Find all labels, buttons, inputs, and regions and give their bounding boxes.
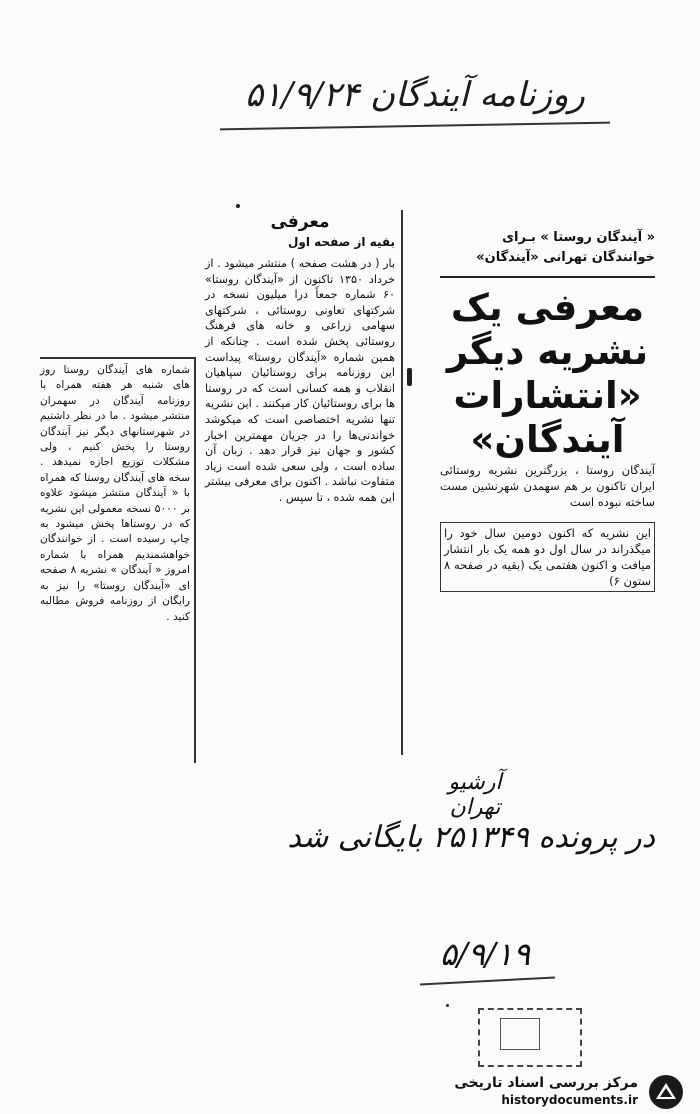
archive-logo-icon <box>646 1073 686 1111</box>
handwritten-date: ۵/۹/۱۹ <box>439 935 531 973</box>
archive-stamp-inner <box>500 1018 540 1050</box>
ink-speck <box>407 368 412 386</box>
article-right-column <box>440 228 655 658</box>
article-kicker: « آیندگان روستا » بـرای <box>502 230 655 245</box>
handwritten-header: روزنامه آیندگان ۵۱/۹/۲۴ <box>245 75 585 115</box>
continued-label: بقیه از صفحه اول <box>287 235 395 249</box>
article-body-right-continued: این نشریه که اکنون دومین سال خود را میگذراند در سال اول دو همه یک بار انتشار میافت و اکنون هفتمی یک (بقیه در صفحه ۸ ستون ۶) <box>440 522 655 592</box>
handwritten-file-note: در پرونده ۲۵۱۳۴۹ بایگانی شد <box>287 820 655 855</box>
watermark <box>408 1073 688 1111</box>
article-body-middle: بار ( در هشت صفحه ) منتشر میشود . از خرداد ۱۳۵۰ تاکنون از «آیندگان روستا» ۶۰ شماره جمعاً درا میلیون نسخه در شرکتهای تعاونی روستائی ، شرکتهای سهامی زراعی و خانه های فرهنگ روستائی پخش شده است . چنانکه از همین شماره «آیندگان روستا» پیداست این روزنامه برای روستائیان سپاهیان انقلاب و همه کسانی است که در روستا ها برای روستائیان کار میکنند . این نشریه تنها نشریه اختصاصی است که میکوشد خواندنی‌ها را در جریان مهمترین اخبار کشور و جهان نیز قرار دهد . زبان آن ساده است ، ولی سعی شده است زیاد متفاوت نباشد . اکنون برای معرفی بیشتر این همه شده ، تا سپس . <box>205 257 396 504</box>
article-kicker-sub: خوانندگان تهرانی «آیندگان» <box>440 248 655 278</box>
watermark-url: historydocuments.ir <box>501 1093 638 1107</box>
article-left-column <box>40 357 196 763</box>
article-body-right: آیندگان روستا ، بزرگترین نشریه روستائی ایران تاکنون بر هم سهمدن شهرنشین مست ساخته نبوده است <box>440 463 655 509</box>
watermark-title: مرکز بررسی اسناد تاریخی <box>454 1075 638 1091</box>
ink-speck <box>446 1004 449 1007</box>
ink-speck <box>236 204 240 208</box>
article-middle-column <box>205 210 403 755</box>
article-body-left: شماره های آیندگان روستا روز های شنبه هر هفته همراه با روزنامه آیندگان در سهمران منتشر میشود . ما در نظر داشتیم در شهرستانهای دیگر نیز آیندگان روستا را پخش کنیم ، ولی مشکلات توزیع اجازه نمیدهد . سخه های آیندگان روستا که همراه با « آیندگان منتشر میشود علاوه بر ۵۰۰۰ نسخه معمولی این نشریه که در روستاها پخش میشود به چاپ رسیده است . از خوانندگان خواهشمندیم همراه با شماره امروز « آیندگان » نشریه ۸ صفحه ای «آیندگان روستا» را نیز به رایگان از روزنامه فروش مطالبه کنید . <box>40 364 190 623</box>
column-title: معرفی <box>270 212 330 232</box>
article-headline: معرفی یک نشریه دیگر «انتشارات آیندگان» <box>446 286 649 461</box>
handwritten-archive-note: آرشیو تهران <box>448 770 502 820</box>
